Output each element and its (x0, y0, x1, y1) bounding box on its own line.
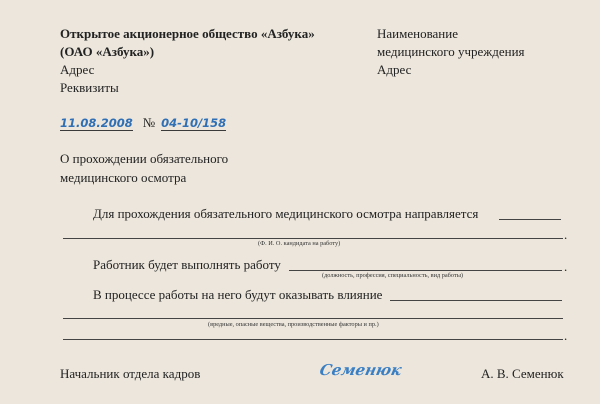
body-sentence-1: Для прохождения обязательного медицинского осмотра направляется (93, 206, 479, 221)
line-end-period: . (564, 259, 568, 274)
fill-line (390, 300, 562, 301)
fill-line (63, 339, 563, 340)
fill-line (63, 238, 563, 239)
document-number: 04-10/158 (161, 116, 227, 130)
subject-line-1: О прохождении обязательного (60, 151, 229, 166)
fill-line (63, 318, 563, 319)
sender-org-short-name: (ОАО «Азбука») (60, 44, 155, 59)
sender-org-name: Открытое акционерное общество «Азбука» (60, 26, 315, 41)
line-end-period: . (564, 328, 568, 343)
sender-address: Адрес (60, 62, 95, 77)
sender-requisites: Реквизиты (60, 80, 119, 95)
document-ref (60, 114, 226, 132)
document-date: 11.08.2008 (60, 116, 133, 130)
signatory-name: А. В. Семенюк (481, 366, 564, 381)
signatory-position: Начальник отдела кадров (60, 366, 201, 381)
fill-line (499, 219, 561, 220)
handwritten-signature: Семенюк (318, 361, 404, 379)
recipient-institution: медицинского учреждения (377, 44, 525, 59)
caption-position: (должность, профессия, специальность, вид работы) (322, 272, 464, 279)
body-sentence-3: В процессе работы на него будут оказывать влияние (93, 287, 383, 302)
fill-line (289, 270, 562, 271)
recipient-address: Адрес (377, 62, 412, 77)
body-sentence-2: Работник будет выполнять работу (93, 257, 281, 272)
number-sign: № (142, 115, 156, 130)
line-end-period: . (564, 227, 568, 242)
recipient-name: Наименование (377, 26, 458, 41)
caption-candidate-name: (Ф. И. О. кандидата на работу) (258, 240, 341, 247)
caption-harmful-factors: (вредные, опасные вещества, производственные факторы и пр.) (208, 321, 379, 328)
subject-line-2: медицинского осмотра (60, 170, 187, 185)
